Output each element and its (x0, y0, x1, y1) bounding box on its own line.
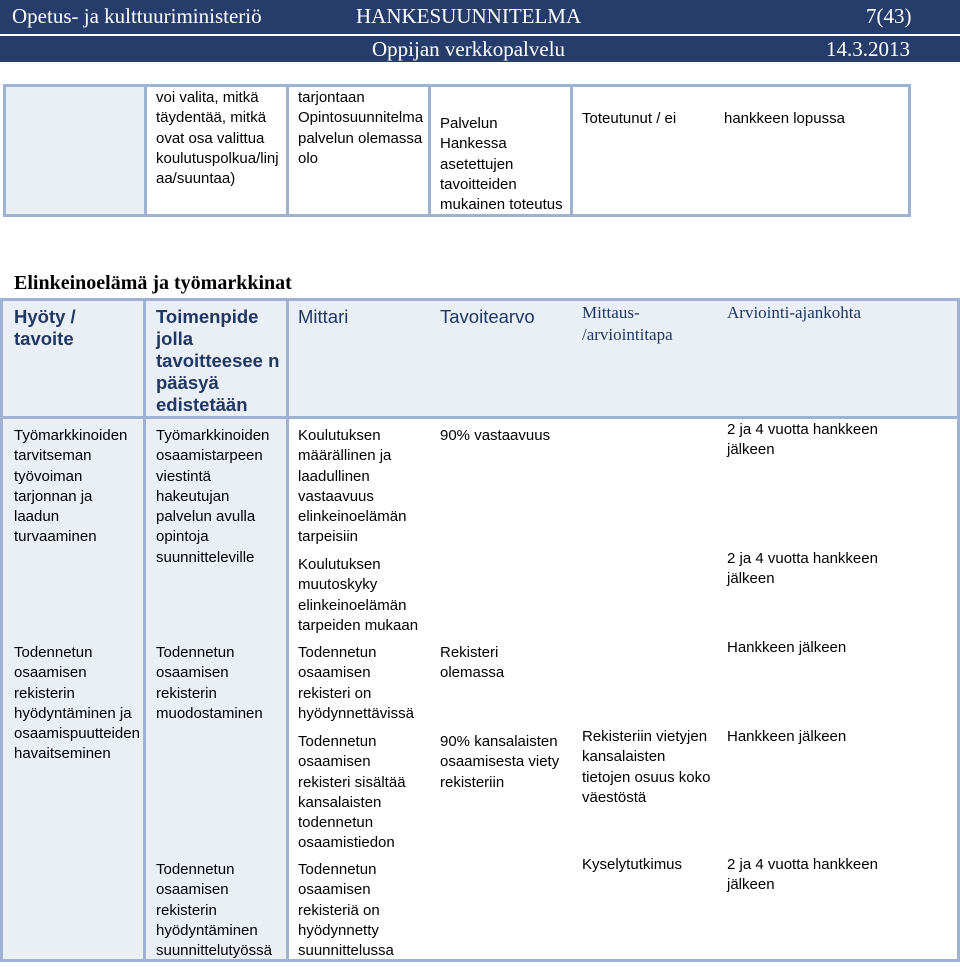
row1-target-1: 90% vastaavuus (440, 427, 551, 444)
row2-timing-1: Hankkeen jälkeen (727, 639, 847, 656)
row2-timing-3: 2 ja 4 vuotta hankkeen jälkeen (727, 856, 878, 894)
row1-action: Työmarkkinoiden osaamistarpeen viestintä hakeutujan palvelun avulla opintoja suunnitteleville (156, 427, 270, 566)
top-table-border-top (3, 84, 911, 87)
top-table-cell-5: hankkeen lopussa (724, 110, 845, 127)
top-table-empty-cell (3, 84, 144, 216)
row2-action-2: Todennetun osaamisen rekisterin hyödyntäminen suunnittelutyössä (156, 861, 272, 960)
row2-method-2: Rekisteriin vietyjen kansalaisten tietojen osuus koko väestöstä (582, 728, 711, 806)
row2-indicator-2: Todennetun osaamisen rekisteri sisältää kansalaisten todennetun osaamistiedon (298, 733, 406, 852)
row2-goal: Todennetun osaamisen rekisterin hyödyntäminen ja osaamispuutteiden havaitseminen (14, 644, 140, 763)
row2-action-1: Todennetun osaamisen rekisterin muodostaminen (156, 644, 263, 722)
table-header-bottom (3, 416, 960, 419)
document-date: 14.3.2013 (826, 37, 910, 61)
row2-indicator-1: Todennetun osaamisen rekisteri on hyödynnettävissä (298, 644, 414, 722)
top-table-border (908, 84, 911, 217)
column-header-action: Toimenpide jolla tavoitteesee n pääsyä edistetään (156, 306, 280, 415)
table-border-bottom (3, 959, 960, 962)
row1-indicator-1: Koulutuksen määrällinen ja laadullinen vastaavuus elinkeinoelämän tarpeisiin (298, 427, 407, 546)
table-border (286, 298, 289, 962)
top-table-border (286, 84, 289, 217)
top-table-border (570, 84, 573, 217)
table-border-top (3, 298, 960, 301)
document-subtitle: Oppijan verkkopalvelu (372, 37, 566, 61)
top-table-cell-3: Palvelun Hankessa asetettujen tavoitteiden mukainen toteutus (440, 115, 563, 214)
top-table-cell-1: voi valita, mitkä täydentää, mitkä ovat osa valittua koulutuspolkua/linj aa/suuntaa) (156, 89, 279, 188)
top-table-border (144, 84, 147, 217)
row2-indicator-3: Todennetun osaamisen rekisteriä on hyödynnetty suunnittelussa (298, 861, 394, 960)
document-title: HANKESUUNNITELMA (356, 4, 582, 28)
subheader-bar (0, 36, 960, 62)
section-title: Elinkeinoelämä ja työmarkkinat (14, 272, 292, 294)
top-table-border (3, 84, 6, 217)
top-table-cell-2: tarjontaan Opintosuunnitelma palvelun olemassa olo (298, 89, 424, 167)
row2-method-3: Kyselytutkimus (582, 856, 683, 873)
row1-timing-1: 2 ja 4 vuotta hankkeen jälkeen (727, 421, 878, 459)
row1-indicator-2: Koulutuksen muutoskyky elinkeinoelämän tarpeiden mukaan (298, 556, 419, 634)
row1-goal: Työmarkkinoiden tarvitseman työvoiman tarjonnan ja laadun turvaaminen (14, 427, 128, 546)
column-header-timing: Arviointi-ajankohta (727, 303, 862, 322)
table-border (0, 298, 3, 962)
ministry-name: Opetus- ja kulttuuriministeriö (12, 4, 262, 28)
row2-target-2: 90% kansalaisten osaamisesta viety rekisteriin (440, 733, 560, 791)
column-header-goal: Hyöty / tavoite (14, 306, 76, 349)
row2-target-1: Rekisteri olemassa (440, 644, 505, 682)
top-table-cell-4: Toteutunut / ei (582, 110, 677, 127)
column-header-target: Tavoitearvo (440, 306, 535, 327)
column-header-method: Mittaus- /arviointitapa (582, 303, 673, 344)
page-number: 7(43) (866, 4, 912, 28)
row1-timing-2: 2 ja 4 vuotta hankkeen jälkeen (727, 550, 878, 588)
column-header-indicator: Mittari (298, 306, 349, 327)
table-border (143, 298, 146, 962)
row2-timing-2: Hankkeen jälkeen (727, 728, 847, 745)
header-bar (0, 0, 960, 34)
top-table-border (428, 84, 431, 217)
